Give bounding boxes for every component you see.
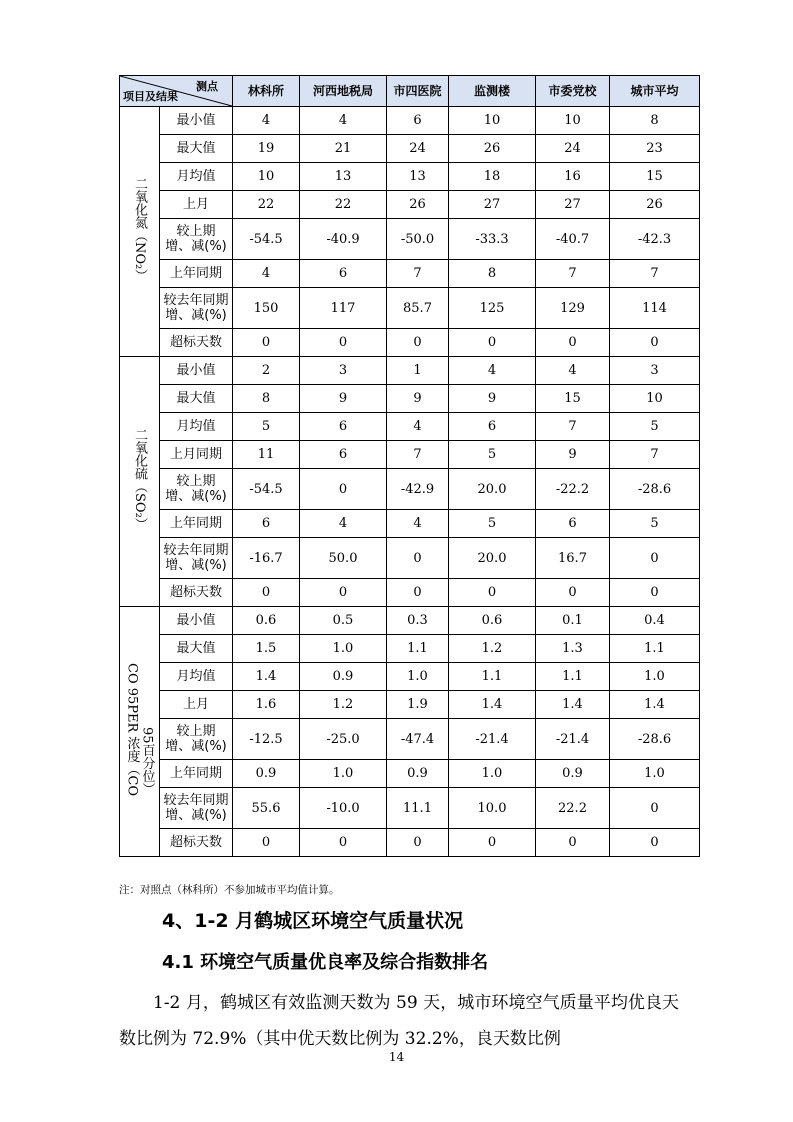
table-cell: 129 — [536, 288, 610, 329]
section-heading: 4、1-2 月鹤城区环境空气质量状况 — [162, 910, 464, 932]
row-item-label: 上年同期 — [160, 760, 233, 788]
table-cell: 0 — [387, 538, 449, 579]
row-item-label-line: 增、减(%) — [165, 239, 227, 254]
table-cell: 7 — [610, 441, 700, 469]
table-cell: 16.7 — [536, 538, 610, 579]
table-note: 注：对照点（林科所）不参加城市平均值计算。 — [119, 884, 340, 896]
table-row — [120, 163, 700, 191]
table-cell: 6 — [387, 107, 449, 135]
table-cell: -50.0 — [387, 219, 449, 260]
table-cell: 0 — [300, 329, 387, 357]
row-item-label — [160, 538, 233, 579]
table-cell: 0 — [387, 579, 449, 607]
table-cell: -28.6 — [610, 719, 700, 760]
table-row — [120, 829, 700, 857]
table-cell: 27 — [536, 191, 610, 219]
table-cell: 11 — [233, 441, 300, 469]
table-cell: 7 — [387, 441, 449, 469]
table-corner-header — [120, 76, 233, 107]
table-cell: 7 — [610, 260, 700, 288]
row-item-label-line: 较上期 — [176, 724, 216, 739]
table-cell: 150 — [233, 288, 300, 329]
table-cell: 15 — [536, 385, 610, 413]
table-cell: 5 — [449, 510, 536, 538]
table-cell: -40.9 — [300, 219, 387, 260]
table-cell: 4 — [233, 107, 300, 135]
table-row — [120, 579, 700, 607]
row-item-label: 最大值 — [160, 635, 233, 663]
table-cell: 22.2 — [536, 788, 610, 829]
table-cell: -54.5 — [233, 469, 300, 510]
table-cell: 20.0 — [449, 538, 536, 579]
table-cell: 20.0 — [449, 469, 536, 510]
table-cell: 6 — [449, 413, 536, 441]
table-cell: 27 — [449, 191, 536, 219]
row-item-label: 最大值 — [160, 385, 233, 413]
table-cell: 4 — [387, 413, 449, 441]
table-cell: 16 — [536, 163, 610, 191]
table-cell: 0 — [536, 829, 610, 857]
pollutant-name: 二氧化氮（NO₂） — [132, 176, 147, 283]
table-row — [120, 219, 700, 260]
row-item-label: 超标天数 — [160, 329, 233, 357]
table-cell: 22 — [233, 191, 300, 219]
table-cell: 0 — [233, 329, 300, 357]
table-cell: 6 — [536, 510, 610, 538]
table-cell: 6 — [300, 441, 387, 469]
table-cell: -25.0 — [300, 719, 387, 760]
table-cell: 1.9 — [387, 691, 449, 719]
row-item-label: 月均值 — [160, 163, 233, 191]
column-header: 城市平均 — [610, 76, 700, 107]
table-cell: 0 — [536, 329, 610, 357]
table-cell: 4 — [449, 357, 536, 385]
table-cell: 9 — [300, 385, 387, 413]
table-cell: 0.1 — [536, 607, 610, 635]
table-cell: 55.6 — [233, 788, 300, 829]
table-cell: 1.4 — [449, 691, 536, 719]
table-cell: 18 — [449, 163, 536, 191]
table-cell: 4 — [233, 260, 300, 288]
row-item-label: 月均值 — [160, 413, 233, 441]
table-row — [120, 607, 700, 635]
column-header: 市四医院 — [387, 76, 449, 107]
table-cell: 5 — [610, 510, 700, 538]
table-cell: 117 — [300, 288, 387, 329]
row-item-label: 上年同期 — [160, 260, 233, 288]
table-cell: 9 — [449, 385, 536, 413]
table-cell: 26 — [610, 191, 700, 219]
table-cell: 7 — [387, 260, 449, 288]
table-body — [120, 107, 700, 857]
table-cell: 125 — [449, 288, 536, 329]
table-cell: 0.6 — [233, 607, 300, 635]
table-cell: 0.4 — [610, 607, 700, 635]
table-row — [120, 635, 700, 663]
table-cell: 0 — [300, 469, 387, 510]
row-item-label-line: 增、减(%) — [165, 739, 227, 754]
row-item-label-line: 增、减(%) — [165, 558, 227, 573]
table-cell: -22.2 — [536, 469, 610, 510]
table-cell: 0.9 — [536, 760, 610, 788]
row-item-label-line: 增、减(%) — [165, 489, 227, 504]
table-cell: 0 — [610, 788, 700, 829]
table-cell: 19 — [233, 135, 300, 163]
table-cell: 1.4 — [233, 663, 300, 691]
table-cell: 1.5 — [233, 635, 300, 663]
table-cell: 1.3 — [536, 635, 610, 663]
row-item-label: 月均值 — [160, 663, 233, 691]
table-row — [120, 441, 700, 469]
table-cell: -12.5 — [233, 719, 300, 760]
table-cell: 0 — [449, 829, 536, 857]
table-cell: 1.2 — [300, 691, 387, 719]
table-cell: -40.7 — [536, 219, 610, 260]
table-row — [120, 413, 700, 441]
pollutant-group-label — [120, 357, 160, 607]
table-cell: 24 — [536, 135, 610, 163]
page-number: 14 — [388, 1050, 405, 1064]
table-cell: 1.4 — [536, 691, 610, 719]
table-row — [120, 135, 700, 163]
pollutant-name: 95百分位） — [139, 727, 155, 797]
table-cell: 0 — [610, 538, 700, 579]
table-cell: 114 — [610, 288, 700, 329]
air-quality-table — [119, 75, 700, 857]
row-item-label: 超标天数 — [160, 829, 233, 857]
table-cell: 7 — [536, 413, 610, 441]
table-cell: 23 — [610, 135, 700, 163]
row-item-label — [160, 288, 233, 329]
table-cell: 3 — [610, 357, 700, 385]
table-cell: 8 — [233, 385, 300, 413]
table-cell: 26 — [449, 135, 536, 163]
table-cell: 10 — [536, 107, 610, 135]
table-row — [120, 760, 700, 788]
table-cell: 9 — [387, 385, 449, 413]
table-cell: 1.0 — [449, 760, 536, 788]
table-row — [120, 260, 700, 288]
table-cell: 50.0 — [300, 538, 387, 579]
row-item-label — [160, 788, 233, 829]
row-item-label-line: 增、减(%) — [165, 308, 227, 323]
table-cell: 0 — [387, 829, 449, 857]
table-cell: 1.0 — [610, 760, 700, 788]
row-item-label: 最小值 — [160, 107, 233, 135]
table-cell: 7 — [536, 260, 610, 288]
table-cell: 0 — [536, 579, 610, 607]
table-cell: 0 — [300, 579, 387, 607]
table-cell: 1.4 — [610, 691, 700, 719]
table-cell: 2 — [233, 357, 300, 385]
table-row — [120, 329, 700, 357]
table-cell: 0.3 — [387, 607, 449, 635]
row-item-label: 上月同期 — [160, 441, 233, 469]
table-cell: 5 — [233, 413, 300, 441]
table-cell: 4 — [387, 510, 449, 538]
table-row — [120, 288, 700, 329]
table-cell: 0 — [449, 329, 536, 357]
row-item-label: 最大值 — [160, 135, 233, 163]
table-cell: 3 — [300, 357, 387, 385]
row-item-label: 上月 — [160, 191, 233, 219]
table-cell: 0.9 — [233, 760, 300, 788]
body-paragraph-text: 1-2 月，鹤城区有效监测天数为 59 天，城市环境空气质量平均优良天数比例为 72.9%（其中优天数比例为 32.2%，良天数比例 — [119, 993, 679, 1049]
table-cell: 13 — [387, 163, 449, 191]
table-row — [120, 719, 700, 760]
table-row — [120, 191, 700, 219]
table-cell: 0 — [387, 329, 449, 357]
table-cell: 9 — [536, 441, 610, 469]
table-cell: 85.7 — [387, 288, 449, 329]
table-row — [120, 357, 700, 385]
table-cell: 4 — [300, 107, 387, 135]
column-header: 河西地税局 — [300, 76, 387, 107]
table-cell: 0.9 — [387, 760, 449, 788]
table-cell: 0.9 — [300, 663, 387, 691]
pollutant-name: CO 95PER 浓度（CO — [124, 662, 140, 797]
row-item-label: 上月 — [160, 691, 233, 719]
table-cell: 1.1 — [449, 663, 536, 691]
table-cell: -47.4 — [387, 719, 449, 760]
column-header: 监测楼 — [449, 76, 536, 107]
table-cell: 0 — [610, 329, 700, 357]
subsection-heading: 4.1 环境空气质量优良率及综合指数排名 — [162, 952, 489, 973]
table-cell: 6 — [233, 510, 300, 538]
pollutant-group-label — [120, 607, 160, 857]
pollutant-group-label — [120, 107, 160, 357]
pollutant-name: 二氧化硫（SO₂） — [132, 428, 147, 531]
body-paragraph — [119, 985, 679, 1057]
table-cell: -21.4 — [449, 719, 536, 760]
table-cell: 4 — [300, 510, 387, 538]
table-cell: 13 — [300, 163, 387, 191]
table-cell: 1.6 — [233, 691, 300, 719]
table-cell: -42.3 — [610, 219, 700, 260]
table-cell: 10 — [449, 107, 536, 135]
table-row — [120, 538, 700, 579]
table-cell: 21 — [300, 135, 387, 163]
table-cell: -42.9 — [387, 469, 449, 510]
table-cell: 10 — [233, 163, 300, 191]
table-cell: 5 — [449, 441, 536, 469]
table-cell: 6 — [300, 413, 387, 441]
table-cell: 8 — [449, 260, 536, 288]
row-item-label-line: 较去年同期 — [163, 793, 229, 808]
table-cell: -28.6 — [610, 469, 700, 510]
row-item-label-line: 增、减(%) — [165, 808, 227, 823]
table-cell: 0.5 — [300, 607, 387, 635]
table-cell: 26 — [387, 191, 449, 219]
table-cell: 1 — [387, 357, 449, 385]
table-row — [120, 663, 700, 691]
column-header: 林科所 — [233, 76, 300, 107]
table-cell: -21.4 — [536, 719, 610, 760]
table-cell: 1.1 — [610, 635, 700, 663]
table-cell: 0 — [233, 579, 300, 607]
column-header: 市委党校 — [536, 76, 610, 107]
table-cell: 10.0 — [449, 788, 536, 829]
table-cell: 0 — [233, 829, 300, 857]
table-cell: 0 — [449, 579, 536, 607]
row-item-label-line: 较上期 — [176, 474, 216, 489]
table-cell: 0 — [610, 829, 700, 857]
row-item-label: 超标天数 — [160, 579, 233, 607]
table-cell: 1.0 — [387, 663, 449, 691]
table-cell: 1.1 — [387, 635, 449, 663]
table-cell: 1.0 — [300, 760, 387, 788]
table-cell: 8 — [610, 107, 700, 135]
table-cell: -10.0 — [300, 788, 387, 829]
table-cell: 0 — [300, 829, 387, 857]
row-item-label-line: 较去年同期 — [163, 293, 229, 308]
table-cell: 10 — [610, 385, 700, 413]
row-item-label-line: 较上期 — [176, 224, 216, 239]
table-row — [120, 788, 700, 829]
row-item-label-line: 较去年同期 — [163, 543, 229, 558]
table-row — [120, 691, 700, 719]
table-cell: 1.2 — [449, 635, 536, 663]
table-row — [120, 385, 700, 413]
table-cell: 0.6 — [449, 607, 536, 635]
table-cell: 22 — [300, 191, 387, 219]
table-cell: 11.1 — [387, 788, 449, 829]
row-item-label — [160, 719, 233, 760]
corner-label-site: 测点 — [196, 80, 218, 93]
table-cell: -54.5 — [233, 219, 300, 260]
table-cell: 5 — [610, 413, 700, 441]
row-item-label: 上年同期 — [160, 510, 233, 538]
table-cell: 0 — [610, 579, 700, 607]
table-row — [120, 107, 700, 135]
table-cell: 4 — [536, 357, 610, 385]
row-item-label — [160, 219, 233, 260]
row-item-label: 最小值 — [160, 607, 233, 635]
table-cell: 24 — [387, 135, 449, 163]
table-cell: 6 — [300, 260, 387, 288]
table-cell: -33.3 — [449, 219, 536, 260]
table-cell: 15 — [610, 163, 700, 191]
table-cell: 1.0 — [300, 635, 387, 663]
table-row — [120, 510, 700, 538]
table-row — [120, 469, 700, 510]
row-item-label: 最小值 — [160, 357, 233, 385]
table-cell: 1.1 — [536, 663, 610, 691]
corner-label-item: 项目及结果 — [123, 90, 178, 103]
table-cell: 1.0 — [610, 663, 700, 691]
row-item-label — [160, 469, 233, 510]
table-cell: -16.7 — [233, 538, 300, 579]
